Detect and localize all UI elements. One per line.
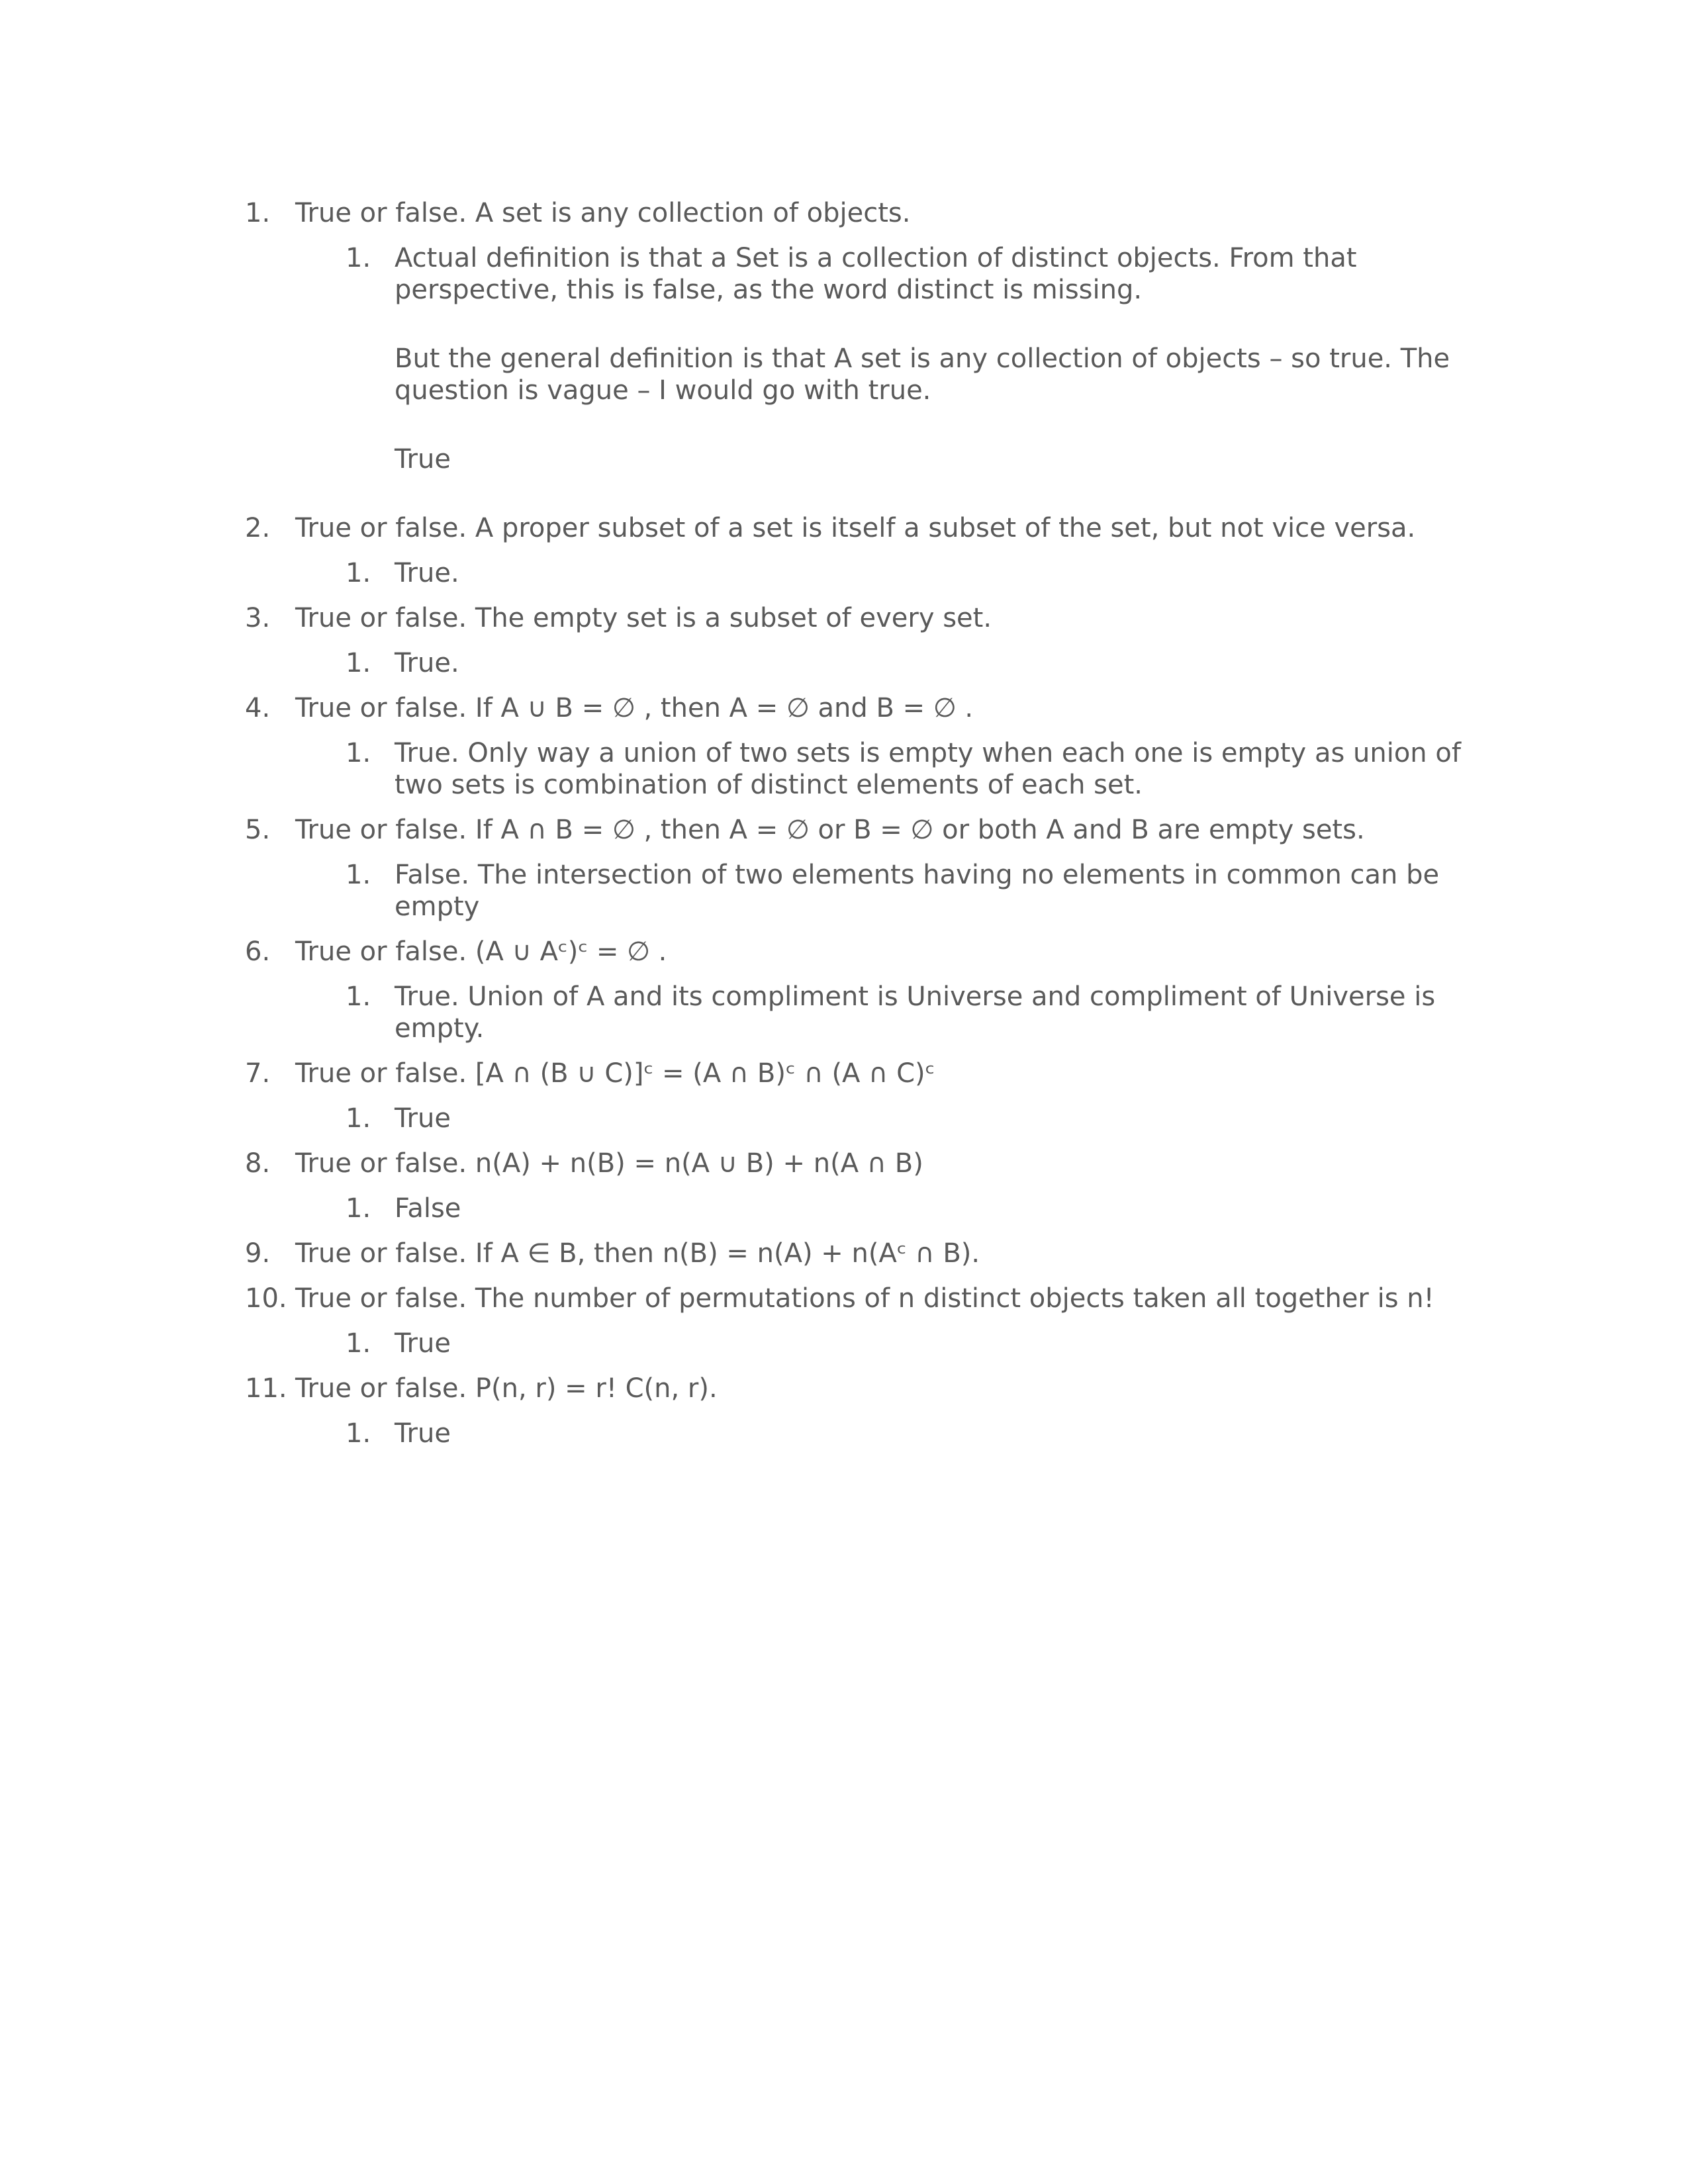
question-number: 8.	[245, 1148, 271, 1179]
answer-number: 1.	[346, 558, 371, 588]
question-number: 10.	[245, 1283, 287, 1314]
answer-paragraph: True. Only way a union of two sets is empty when each one is empty as union of two sets is combination of distinct elements of each set.	[395, 738, 1461, 800]
answer-list	[295, 242, 1489, 475]
answer-item	[295, 242, 1489, 475]
answer-paragraph: False	[395, 1193, 461, 1224]
question-item	[245, 602, 1489, 679]
question-number: 11.	[245, 1373, 287, 1404]
question-item	[245, 692, 1489, 801]
answer-item	[295, 1193, 1489, 1224]
answer-number: 1.	[346, 981, 371, 1012]
answer-list	[295, 557, 1489, 589]
question-text: True or false. If A ∈ B, then n(B) = n(A) + n(Aᶜ ∩ B).	[295, 1238, 980, 1269]
answer-list	[295, 737, 1489, 801]
answer-number: 1.	[346, 1193, 371, 1224]
answer-paragraph: False. The intersection of two elements having no elements in common can be empty	[395, 860, 1440, 922]
question-item	[245, 1238, 1489, 1269]
answer-number: 1.	[346, 860, 371, 890]
question-number: 7.	[245, 1058, 271, 1089]
answer-list	[295, 1103, 1489, 1134]
answer-list	[295, 1418, 1489, 1449]
question-text: True or false. If A ∪ B = ∅ , then A = ∅ and B = ∅ .	[295, 693, 974, 723]
question-item	[245, 1373, 1489, 1449]
answer-item	[295, 1418, 1489, 1449]
question-text: True or false. (A ∪ Aᶜ)ᶜ = ∅ .	[295, 936, 667, 967]
question-number: 5.	[245, 815, 271, 845]
answer-paragraph: Actual definition is that a Set is a collection of distinct objects. From that perspective, this is false, as the word distinct is missing.	[395, 243, 1357, 305]
question-item	[245, 1148, 1489, 1224]
answer-paragraph: But the general definition is that A set is any collection of objects – so true. The question is vague – I would go with true.	[395, 343, 1450, 406]
question-text: True or false. The number of permutations of n distinct objects taken all together is n!	[295, 1283, 1434, 1314]
question-text: True or false. P(n, r) = r! C(n, r).	[295, 1373, 718, 1404]
question-item	[245, 512, 1489, 589]
answer-paragraph: True.	[395, 558, 459, 588]
answer-list	[295, 1328, 1489, 1359]
answer-item	[295, 737, 1489, 801]
answer-paragraph: True. Union of A and its compliment is Universe and compliment of Universe is empty.	[395, 981, 1436, 1044]
question-text: True or false. [A ∩ (B ∪ C)]ᶜ = (A ∩ B)ᶜ ∩ (A ∩ C)ᶜ	[295, 1058, 935, 1089]
question-text: True or false. n(A) + n(B) = n(A ∪ B) + n(A ∩ B)	[295, 1148, 923, 1179]
answer-number: 1.	[346, 1103, 371, 1134]
answer-paragraph: True	[395, 444, 451, 475]
question-list	[245, 197, 1489, 1463]
answer-list	[295, 647, 1489, 679]
question-item	[245, 936, 1489, 1044]
answer-number: 1.	[346, 1328, 371, 1359]
answer-paragraph: True	[395, 1103, 451, 1134]
answer-item	[295, 981, 1489, 1044]
question-item	[245, 814, 1489, 923]
answer-list	[295, 859, 1489, 923]
question-text: True or false. A proper subset of a set is itself a subset of the set, but not vice versa.	[295, 513, 1416, 543]
question-number: 4.	[245, 693, 271, 723]
question-number: 6.	[245, 936, 271, 967]
question-number: 1.	[245, 198, 271, 228]
answer-number: 1.	[346, 738, 371, 768]
answer-list	[295, 981, 1489, 1044]
answer-number: 1.	[346, 243, 371, 273]
answer-paragraph: True	[395, 1418, 451, 1449]
question-number: 9.	[245, 1238, 271, 1269]
answer-paragraph: True	[395, 1328, 451, 1359]
answer-item	[295, 647, 1489, 679]
answer-item	[295, 859, 1489, 923]
answer-number: 1.	[346, 648, 371, 678]
answer-item	[295, 557, 1489, 589]
answer-number: 1.	[346, 1418, 371, 1449]
question-text: True or false. A set is any collection of objects.	[295, 198, 911, 228]
answer-list	[295, 1193, 1489, 1224]
question-item	[245, 197, 1489, 475]
question-item	[245, 1283, 1489, 1359]
answer-paragraph: True.	[395, 648, 459, 678]
question-number: 2.	[245, 513, 271, 543]
answer-item	[295, 1328, 1489, 1359]
question-text: True or false. If A ∩ B = ∅ , then A = ∅ or B = ∅ or both A and B are empty sets.	[295, 815, 1365, 845]
question-item	[245, 1058, 1489, 1134]
question-text: True or false. The empty set is a subset of every set.	[295, 603, 992, 633]
answer-item	[295, 1103, 1489, 1134]
question-number: 3.	[245, 603, 271, 633]
